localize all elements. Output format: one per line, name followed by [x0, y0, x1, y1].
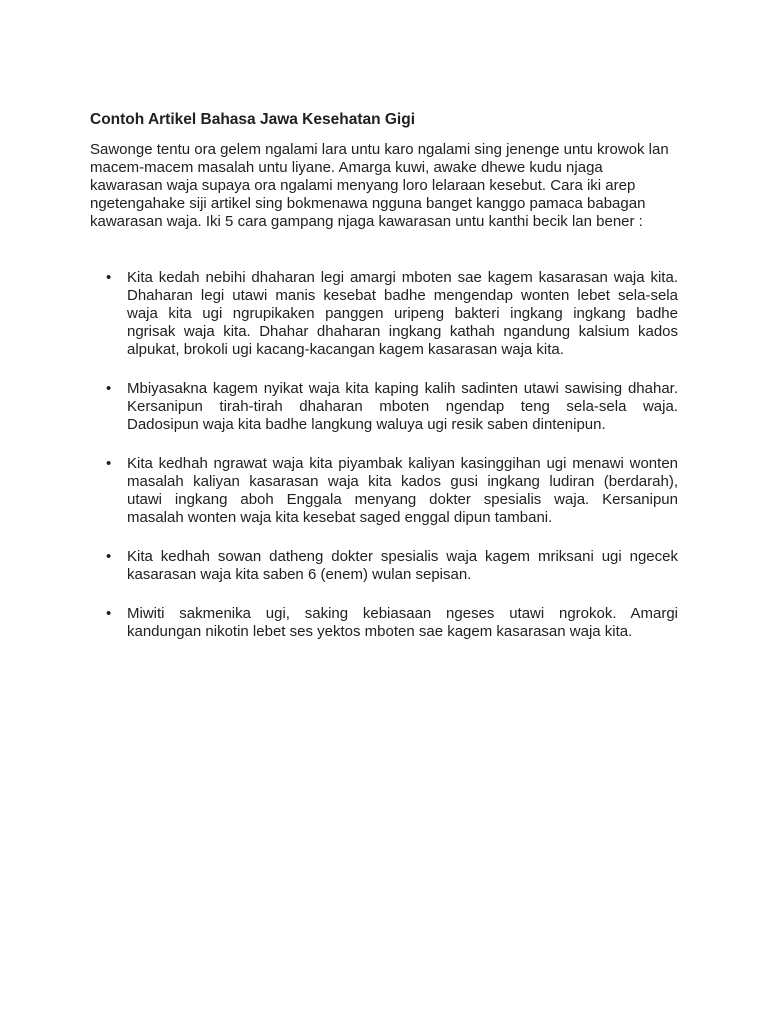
- intro-paragraph: [90, 141, 678, 231]
- list-item: [90, 605, 678, 641]
- list-item: [90, 455, 678, 527]
- bullet-icon: •: [106, 455, 112, 472]
- text-line: waja kita ugi ngrupikaken panggen uripeng bakteri ingkang ingkang badhe: [127, 305, 678, 322]
- text-line: Miwiti sakmenika ugi, saking kebiasaan ngeses utawi ngrokok. Amargi: [127, 605, 678, 622]
- bullet-icon: •: [106, 605, 112, 622]
- list-item: [90, 269, 678, 359]
- list-item: [90, 548, 678, 584]
- bullet-icon: •: [106, 548, 112, 565]
- text-line: kawarasan waja. Iki 5 cara gampang njaga kawarasan untu kanthi becik lan bener :: [90, 213, 643, 230]
- text-line: kandungan nikotin lebet ses yektos mboten sae kagem kasarasan waja kita.: [127, 623, 633, 640]
- document-title: Contoh Artikel Bahasa Jawa Kesehatan Gigi: [90, 111, 416, 128]
- text-line: masalah wonten waja kita kesebat saged enggal dipun tambani.: [127, 509, 553, 526]
- text-line: alpukat, brokoli ugi kacang-kacangan kagem kasarasan waja kita.: [127, 341, 564, 358]
- text-line: ngrisak waja kita. Dhahar dhaharan ingkang kathah ngandung kalsium kados: [127, 323, 678, 340]
- text-line: masalah kaliyan kasarasan waja kita kados gusi ingkang ludiran (berdarah),: [127, 473, 678, 490]
- document-content: [90, 110, 678, 641]
- text-line: Kita kedah nebihi dhaharan legi amargi mboten sae kagem kasarasan waja kita.: [127, 269, 678, 286]
- text-line: Kersanipun tirah-tirah dhaharan mboten ngendap teng sela-sela waja.: [127, 398, 678, 415]
- bullet-icon: •: [106, 380, 112, 397]
- text-line: Sawonge tentu ora gelem ngalami lara untu karo ngalami sing jenenge untu krowok lan: [90, 141, 669, 158]
- list-item: [90, 380, 678, 434]
- text-line: macem-macem masalah untu liyane. Amarga kuwi, awake dhewe kudu njaga: [90, 159, 603, 176]
- text-line: ngetengahake siji artikel sing bokmenawa ngguna banget kanggo pamaca babagan: [90, 195, 646, 212]
- text-line: Kita kedhah sowan datheng dokter spesialis waja kagem mriksani ugi ngecek: [127, 548, 678, 565]
- text-line: kasarasan waja kita saben 6 (enem) wulan sepisan.: [127, 566, 472, 583]
- bullet-icon: •: [106, 269, 112, 286]
- text-line: Dhaharan legi utawi manis kesebat badhe mengendap wonten lebet sela-sela: [127, 287, 678, 304]
- bullet-list: [90, 269, 678, 641]
- text-line: Dadosipun waja kita badhe langkung waluya ugi resik saben dintenipun.: [127, 416, 606, 433]
- text-line: utawi ingkang aboh Enggala menyang dokter spesialis waja. Kersanipun: [127, 491, 678, 508]
- text-line: kawarasan waja supaya ora ngalami menyang loro lelaraan kesebut. Cara iki arep: [90, 177, 636, 194]
- text-line: Mbiyasakna kagem nyikat waja kita kaping kalih sadinten utawi sawising dhahar.: [127, 380, 678, 397]
- text-line: Kita kedhah ngrawat waja kita piyambak kaliyan kasinggihan ugi menawi wonten: [127, 455, 678, 472]
